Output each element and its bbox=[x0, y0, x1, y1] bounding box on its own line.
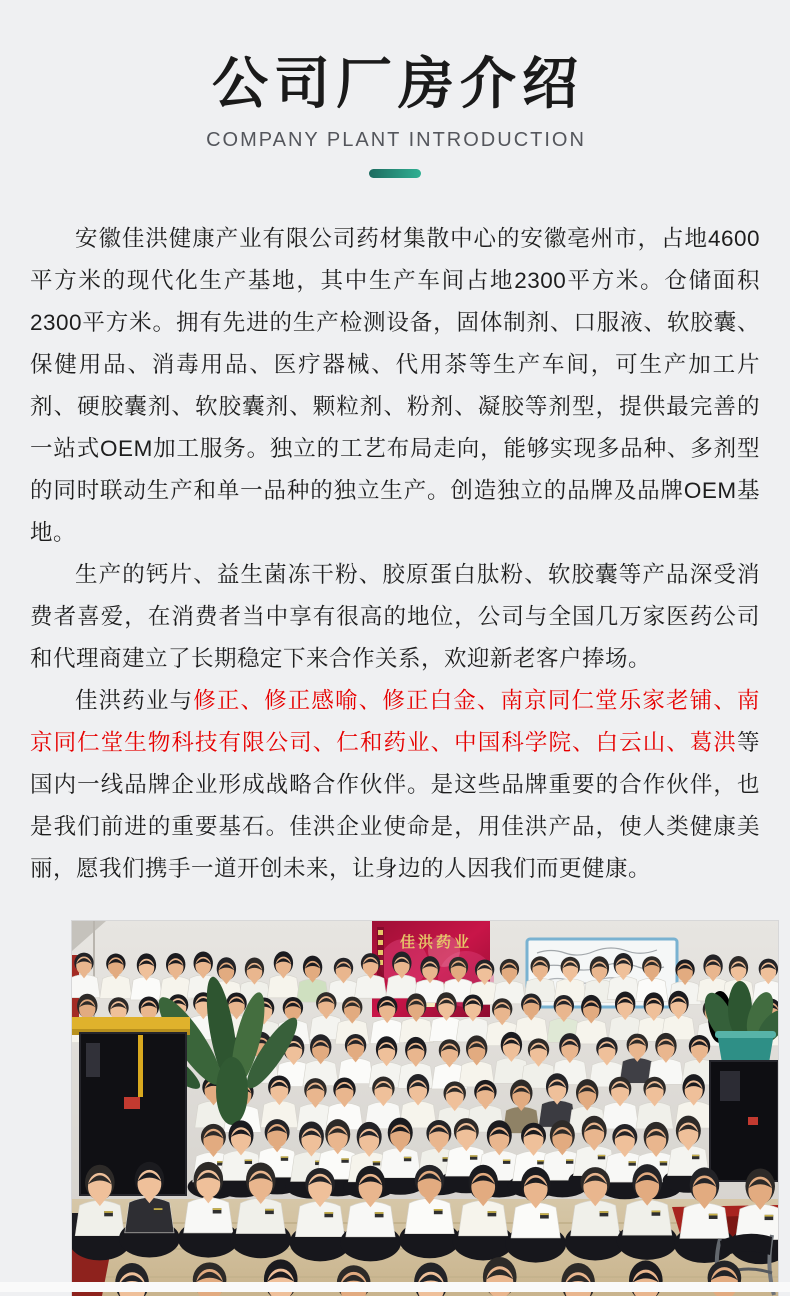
partners-prefix-text: 佳洪药业与 bbox=[75, 688, 194, 714]
partners-suffix-text: 等国内一线品牌企业形成战略合作伙伴。是这些品牌重要的合作伙伴，也是我们前进的重要基石。佳洪企业使命是，用佳洪产品，使人类健康美丽，愿我们携手一道开创未来，让身边的人因我们而更健康。 bbox=[30, 730, 760, 882]
intro-text-section bbox=[0, 178, 790, 1296]
footer-strip bbox=[0, 1282, 790, 1292]
page-subtitle: COMPANY PLANT INTRODUCTION bbox=[206, 129, 586, 152]
paragraph-factory: 安徽佳洪健康产业有限公司药材集散中心的安徽亳州市，占地4600平方米的现代化生产基地，其中生产车间占地2300平方米。仓储面积2300平方米。拥有先进的生产检测设备，固体制剂、口服液、软胶囊、保健用品、消毒用品、医疗器械、代用茶等生产车间，可生产加工片剂、硬胶囊剂、软胶囊剂、颗粒剂、粉剂、凝胶等剂型，提供最完善的一站式OEM加工服务。独立的工艺布局走向，能够实现多品种、多剂型的同时联动生产和单一品种的独立生产。创造独立的品牌及品牌OEM基地。 bbox=[30, 226, 760, 546]
right-cabinet bbox=[710, 1061, 778, 1181]
group-photo-image bbox=[72, 921, 778, 1296]
banner-title-text: 佳洪药业 bbox=[399, 934, 473, 952]
page-header bbox=[0, 0, 790, 178]
left-speaker bbox=[72, 1017, 190, 1195]
accent-bar-decoration bbox=[369, 169, 421, 178]
partners-brands-text: 修正、修正感喻、修正白金、南京同仁堂乐家老铺、南京同仁堂生物科技有限公司、仁和药业、中国科学院、白云山、葛洪 bbox=[30, 688, 760, 756]
group-photo bbox=[72, 921, 778, 1296]
paragraph-products: 生产的钙片、益生菌冻干粉、胶原蛋白肽粉、软胶囊等产品深受消费者喜爱，在消费者当中享有很高的地位，公司与全国几万家医药公司和代理商建立了长期稳定下来合作关系，欢迎新老客户捧场。 bbox=[30, 562, 760, 672]
page-title: 公司厂房介绍 bbox=[212, 52, 584, 115]
paragraph-partners bbox=[30, 680, 760, 890]
